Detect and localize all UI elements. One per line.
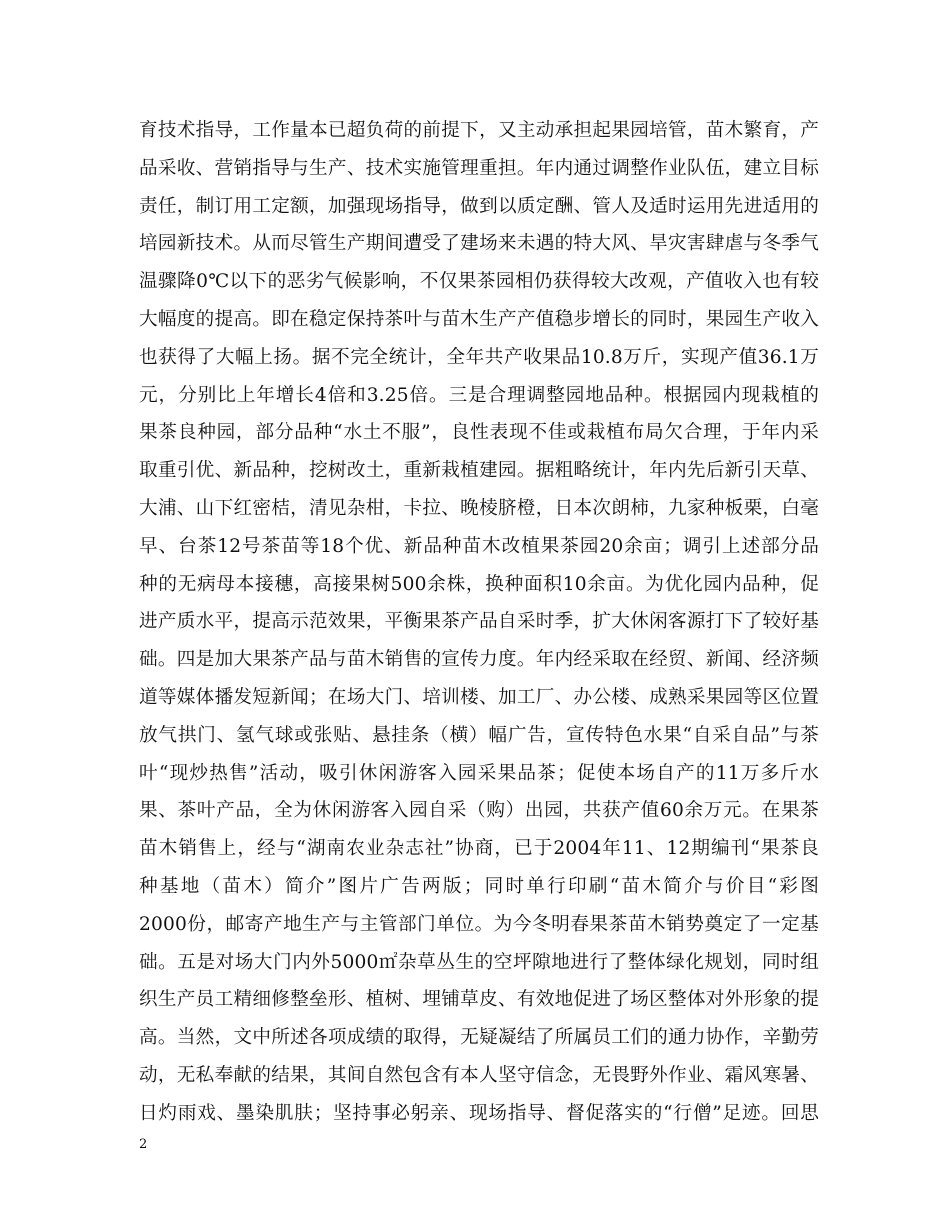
text-line: 苗木销售上，经与“湖南农业杂志社”协商，已于2004年11、12期编刊“果茶良 xyxy=(139,838,819,860)
text-line: 果茶良种园，部分品种“水土不服”，良性表现不佳或栽植布局欠合理，于年内采 xyxy=(139,422,819,444)
text-line: 取重引优、新品种，挖树改土，重新栽植建园。据粗略统计，年内先后新引天草、 xyxy=(139,460,819,482)
page-number: 2 xyxy=(139,1137,148,1152)
text-line: 日灼雨戏、墨染肌肤；坚持事必躬亲、现场指导、督促落实的“行僧”足迹。回思 xyxy=(139,1102,819,1124)
text-line: 种的无病母本接穗，高接果树500余株，换种面积10余亩。为优化园内品种，促 xyxy=(139,573,819,595)
text-line: 大幅度的提高。即在稳定保持茶叶与苗木生产产值稳步增长的同时，果园生产收入 xyxy=(139,308,819,330)
text-line: 果、茶叶产品，全为休闲游客入园自采（购）出园，共获产值60余万元。在果茶 xyxy=(139,800,819,822)
text-line: 培园新技术。从而尽管生产期间遭受了建场来未遇的特大风、旱灾害肆虐与冬季气 xyxy=(139,233,819,255)
text-line: 元，分别比上年增长4倍和3.25倍。三是合理调整园地品种。根据园内现栽植的 xyxy=(139,384,819,406)
text-line: 动，无私奉献的结果，其间自然包含有本人坚守信念，无畏野外作业、霜风寒暑、 xyxy=(139,1064,819,1086)
text-line: 织生产员工精细修整垒形、植树、埋铺草皮、有效地促进了场区整体对外形象的提 xyxy=(139,989,819,1011)
text-line: 早、台茶12号茶苗等18个优、新品种苗木改植果茶园20余亩；调引上述部分品 xyxy=(139,535,819,557)
text-line: 放气拱门、氢气球或张贴、悬挂条（横）幅广告，宣传特色水果“自采自品”与茶 xyxy=(139,724,819,746)
text-line: 础。四是加大果茶产品与苗木销售的宣传力度。年内经采取在经贸、新闻、经济频 xyxy=(139,649,819,671)
text-line: 叶“现炒热售”活动，吸引休闲游客入园采果品茶；促使本场自产的11万多斤水 xyxy=(139,762,819,784)
text-line: 础。五是对场大门内外5000㎡杂草丛生的空坪隙地进行了整体绿化规划，同时组 xyxy=(139,951,819,973)
text-line: 也获得了大幅上扬。据不完全统计，全年共产收果品10.8万斤，实现产值36.1万 xyxy=(139,346,819,368)
text-line: 温骤降0℃以下的恶劣气候影响，不仅果茶园相仍获得较大改观，产值收入也有较 xyxy=(139,271,819,293)
text-line: 进产质水平，提高示范效果，平衡果茶产品自采时季，扩大休闲客源打下了较好基 xyxy=(139,611,819,633)
text-line: 责任，制订用工定额，加强现场指导，做到以质定酬、管人及适时运用先进适用的 xyxy=(139,195,819,217)
text-line: 大浦、山下红密桔，清见杂柑，卡拉、晚棱脐橙，日本次朗柿，九家种板栗，白毫 xyxy=(139,497,819,519)
text-line: 2000份，邮寄产地生产与主管部门单位。为今冬明春果茶苗木销势奠定了一定基 xyxy=(139,913,819,935)
body-text xyxy=(139,112,819,1133)
text-line: 品采收、营销指导与生产、技术实施管理重担。年内通过调整作业队伍，建立目标 xyxy=(139,157,819,179)
text-line: 育技术指导，工作量本已超负荷的前提下，又主动承担起果园培管，苗木繁育，产 xyxy=(139,120,819,141)
text-line: 道等媒体播发短新闻；在场大门、培训楼、加工厂、办公楼、成熟采果园等区位置 xyxy=(139,686,819,708)
text-line: 种基地（苗木）简介”图片广告两版；同时单行印刷“苗木简介与价目“彩图 xyxy=(139,875,819,897)
text-line: 高。当然，文中所述各项成绩的取得，无疑凝结了所属员工们的通力协作，辛勤劳 xyxy=(139,1027,819,1049)
